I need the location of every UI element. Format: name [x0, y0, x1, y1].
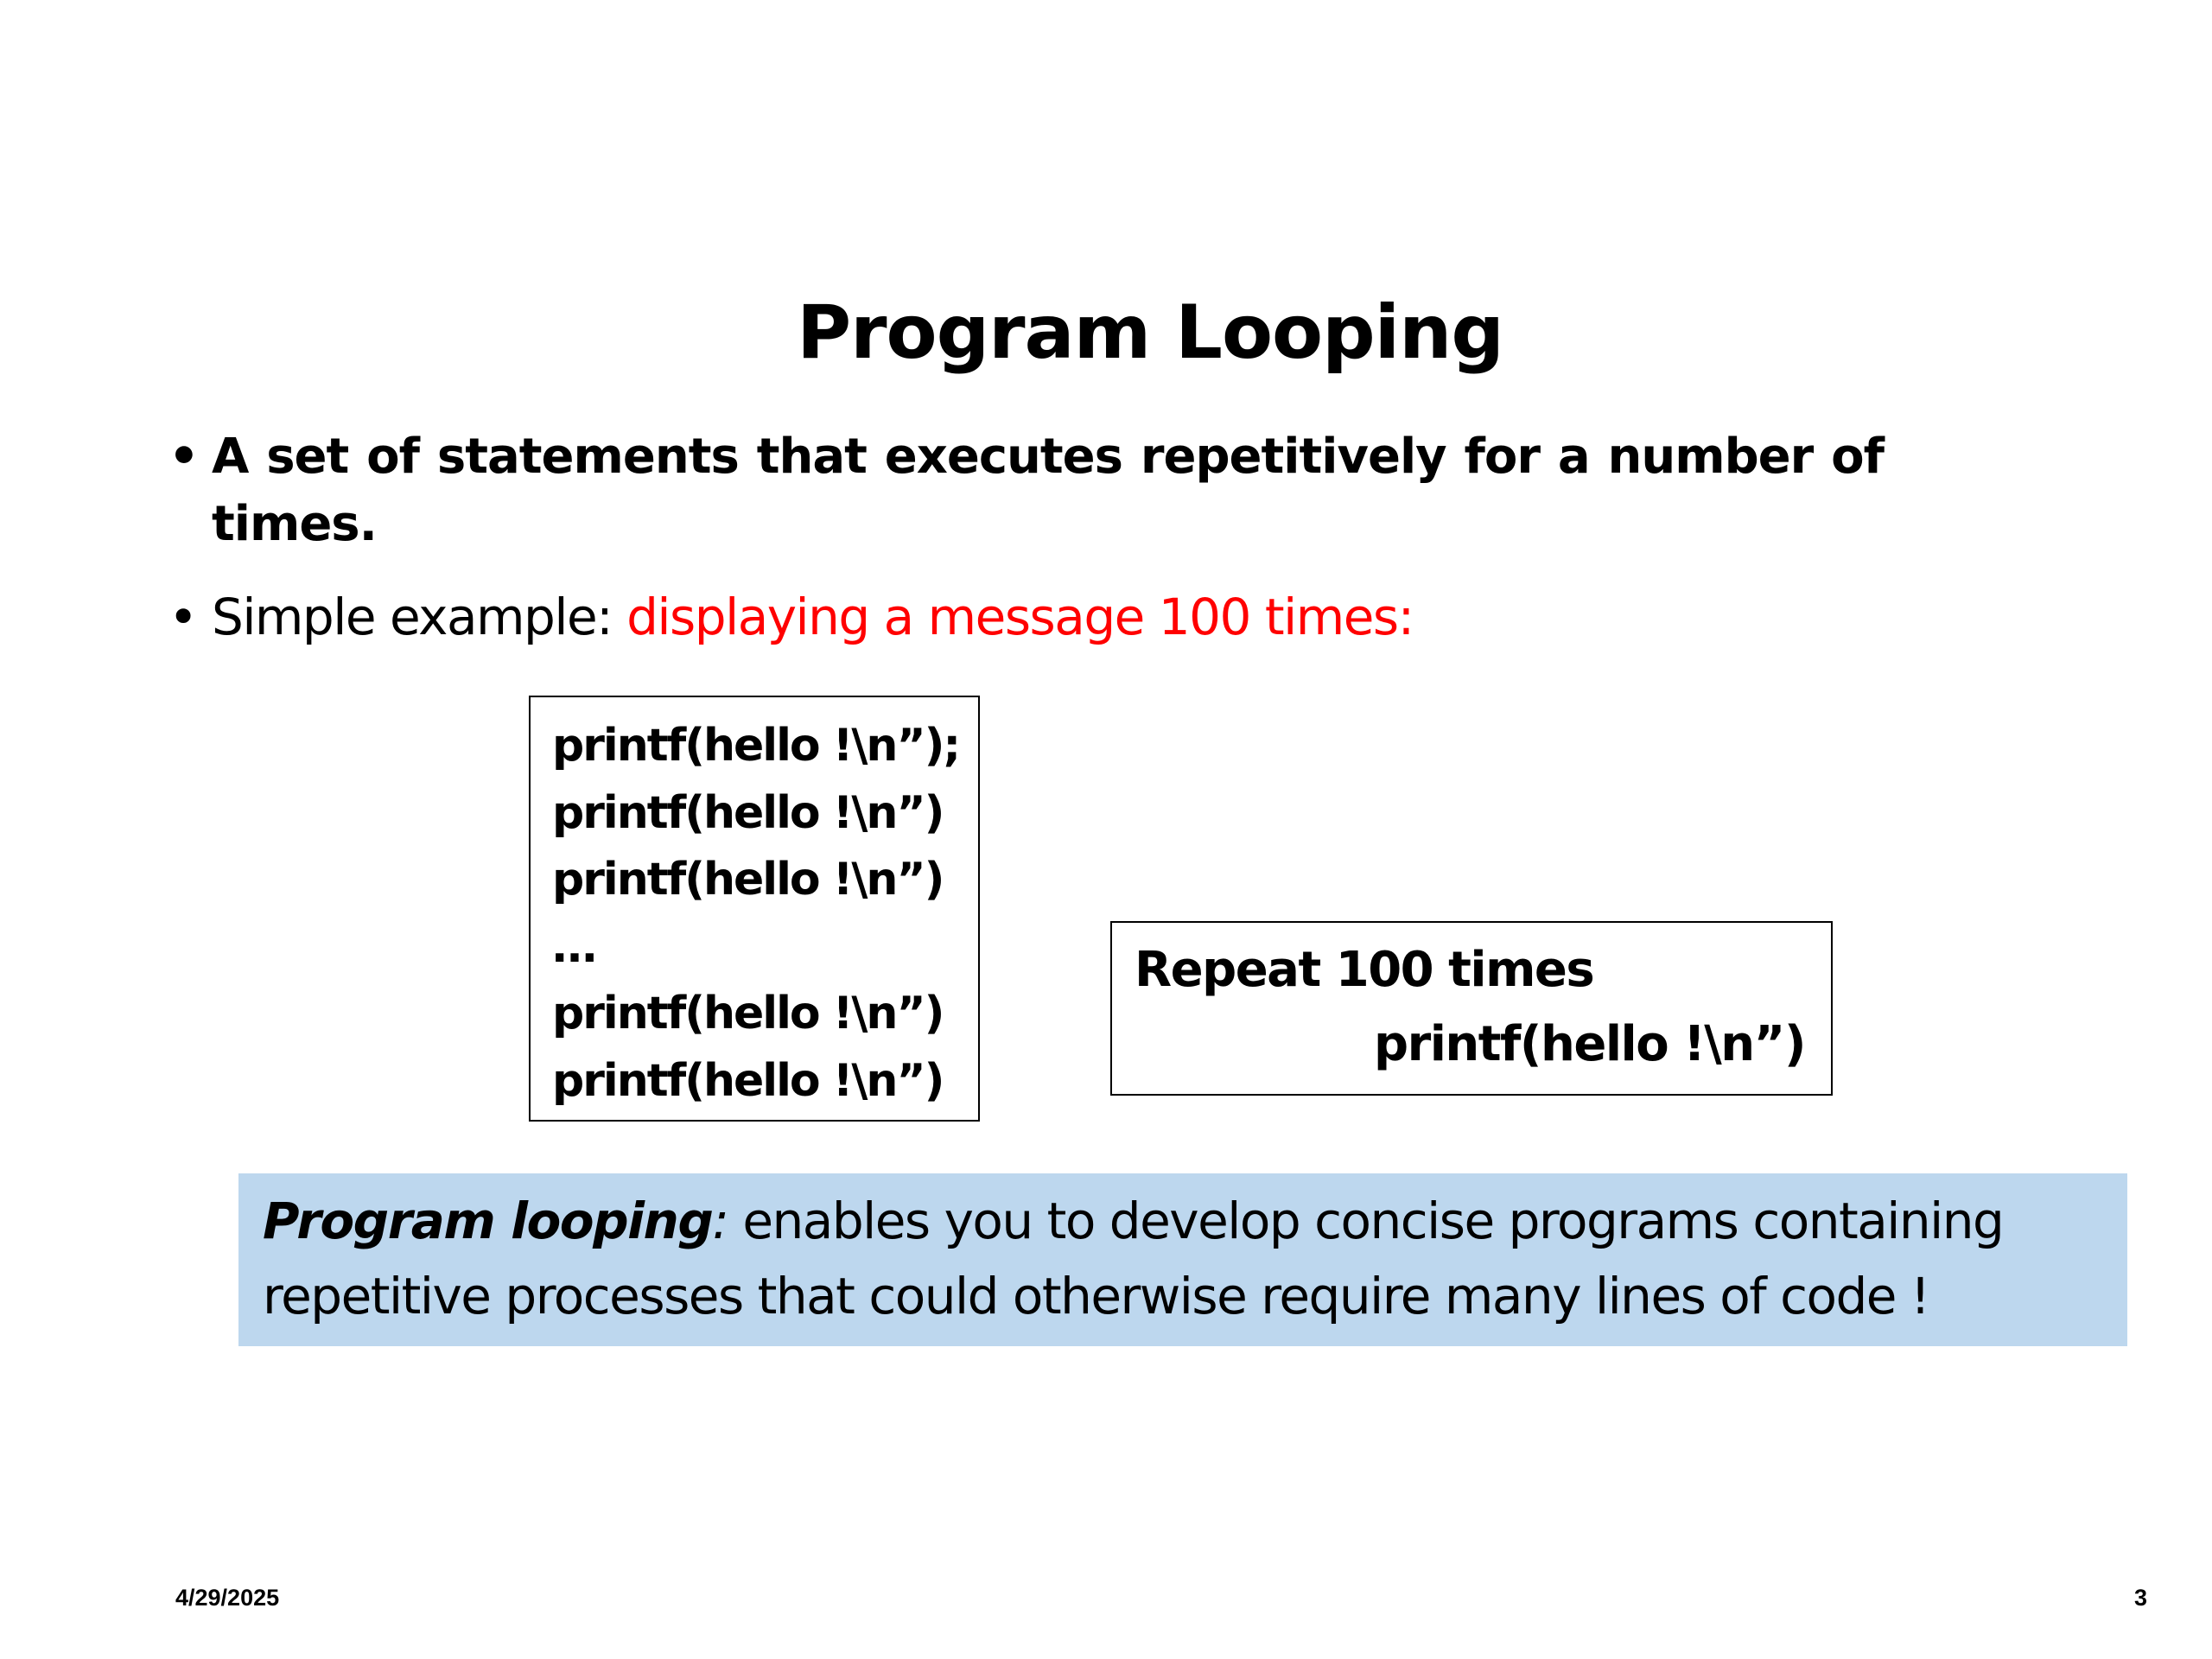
code-line: printf(hello !\n”) — [552, 1054, 944, 1107]
callout-colon: : — [712, 1192, 728, 1250]
definition-callout — [238, 1173, 2127, 1346]
page-number: 3 — [2133, 1585, 2147, 1611]
bullet-definition-text: A set of statements that executes repetitively for a number of times. — [212, 429, 1884, 552]
repeated-code-box — [529, 696, 980, 1122]
bullet-marker: • — [168, 429, 200, 485]
loop-body: printf(hello !\n”) — [1374, 1016, 1805, 1072]
slide-title: Program Looping — [797, 289, 1503, 376]
code-line: printf(hello !\n”) — [552, 786, 944, 839]
bullet-example-text — [212, 583, 1414, 651]
code-line: printf(hello !\n”); — [552, 720, 960, 772]
footer-date: 4/29/2025 — [175, 1585, 280, 1611]
code-ellipsis: … — [552, 920, 595, 973]
code-line: printf(hello !\n”) — [552, 988, 944, 1039]
loop-header: Repeat 100 times — [1135, 942, 1594, 998]
code-line: printf(hello !\n”) — [552, 854, 944, 906]
callout-text: enables you to develop concise programs containing repetitive processes that could otherwise require many lines of code ! — [263, 1192, 2004, 1325]
callout-term: Program looping — [263, 1192, 713, 1250]
bullet-example-prefix: Simple example: — [212, 588, 627, 646]
bullet-example-highlight: displaying a message 100 times: — [626, 588, 1414, 646]
bullet-marker: • — [168, 588, 199, 646]
loop-code-box — [1110, 921, 1833, 1096]
